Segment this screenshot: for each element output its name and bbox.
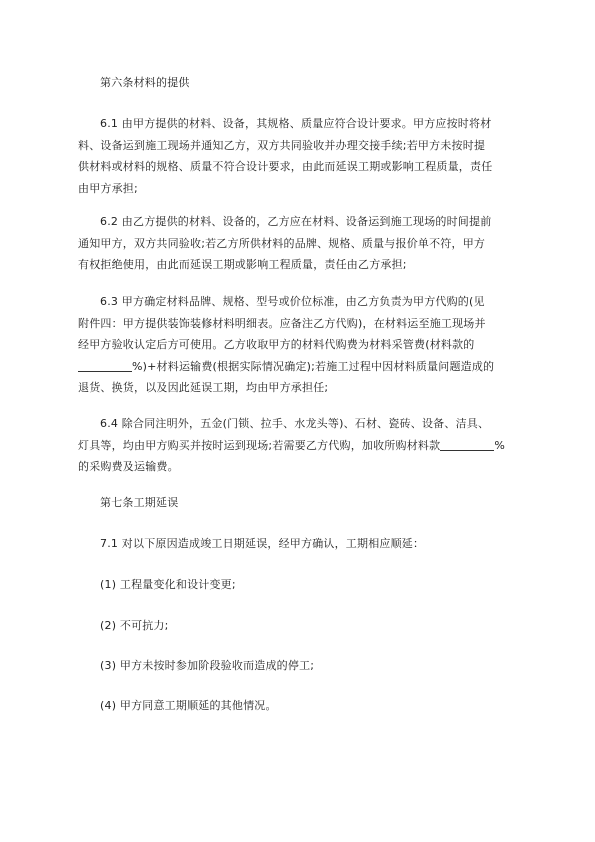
clause-6-3 <box>78 291 528 399</box>
list-item <box>78 615 528 637</box>
clause-6-1-line-4: 由甲方承担; <box>78 181 138 195</box>
section-6-heading: 第六条材料的提供 <box>100 76 190 89</box>
clause-7-1-intro: 7.1 对以下原因造成竣工日期延误，经甲方确认，工期相应顺延： <box>100 537 425 550</box>
fill-in-blank[interactable] <box>78 359 132 372</box>
clause-6-1 <box>78 113 528 199</box>
clause-6-2 <box>78 211 528 276</box>
clause-6-3-line-4 <box>78 356 528 378</box>
clause-6-3-line-4-text: %)+材料运输费(根据实际情况确定);若施工过程中因材料质量问题造成的 <box>132 359 495 373</box>
clause-6-4 <box>78 413 528 478</box>
clause-6-2-line-2: 通知甲方，双方共同验收;若乙方所供材料的品牌、规格、质量与报价单不符，甲方 <box>78 236 486 250</box>
clause-7-1 <box>78 533 528 555</box>
clause-6-4-line-2-suffix: % <box>494 438 505 452</box>
list-item <box>78 574 528 596</box>
clause-6-3-line-2: 附件四：甲方提供装饰装修材料明细表。应备注乙方代购)，在材料运至施工现场并 <box>78 316 486 330</box>
section-6-heading-block <box>78 72 528 94</box>
list-item-text: (4) 甲方同意工期顺延的其他情况。 <box>100 699 277 712</box>
clause-6-2-line-1: 6.2 由乙方提供的材料、设备的，乙方应在材料、设备运到施工现场的时间提前 <box>100 215 492 228</box>
list-item-text: (2) 不可抗力; <box>100 619 169 632</box>
list-item-text: (1) 工程量变化和设计变更; <box>100 578 236 591</box>
clause-6-4-line-1: 6.4 除合同注明外，五金(门锁、拉手、水龙头等)、石材、瓷砖、设备、洁具、 <box>100 417 490 430</box>
list-item <box>78 695 528 717</box>
clause-6-3-line-3: 经甲方验收认定后方可使用。乙方收取甲方的材料代购费为材料采管费(材料款的 <box>78 338 475 351</box>
clause-6-3-line-5: 退货、换货，以及因此延误工期，均由甲方承担任; <box>78 381 329 394</box>
clause-6-1-line-1: 6.1 由甲方提供的材料、设备，其规格、质量应符合设计要求。甲方应按时将材 <box>100 117 492 130</box>
list-item-text: (3) 甲方未按时参加阶段验收而造成的停工; <box>100 659 315 672</box>
clause-6-1-line-2: 料、设备运到施工现场并通知乙方，双方共同验收并办理交接手续;若甲方未按时提 <box>78 138 486 152</box>
clause-6-3-line-1: 6.3 甲方确定材料品牌、规格、型号或价位标准，由乙方负责为甲方代购的(见 <box>100 295 485 308</box>
clause-6-4-line-2 <box>78 435 528 457</box>
fill-in-blank[interactable] <box>440 438 494 451</box>
clause-6-4-line-3: 的采购费及运输费。 <box>78 460 179 473</box>
clause-6-4-line-2-text: 灯具等，均由甲方购买并按时运到现场;若需要乙方代购，加收所购材料款 <box>78 438 441 452</box>
clause-6-1-line-3: 供材料或材料的规格、质量不符合设计要求，由此而延误工期或影响工程质量，责任 <box>78 160 493 173</box>
section-7-heading-block <box>78 492 528 514</box>
section-7-heading: 第七条工期延误 <box>100 496 179 509</box>
list-item <box>78 655 528 677</box>
clause-6-2-line-3: 有权拒绝使用，由此而延误工期或影响工程质量，责任由乙方承担; <box>78 258 407 271</box>
